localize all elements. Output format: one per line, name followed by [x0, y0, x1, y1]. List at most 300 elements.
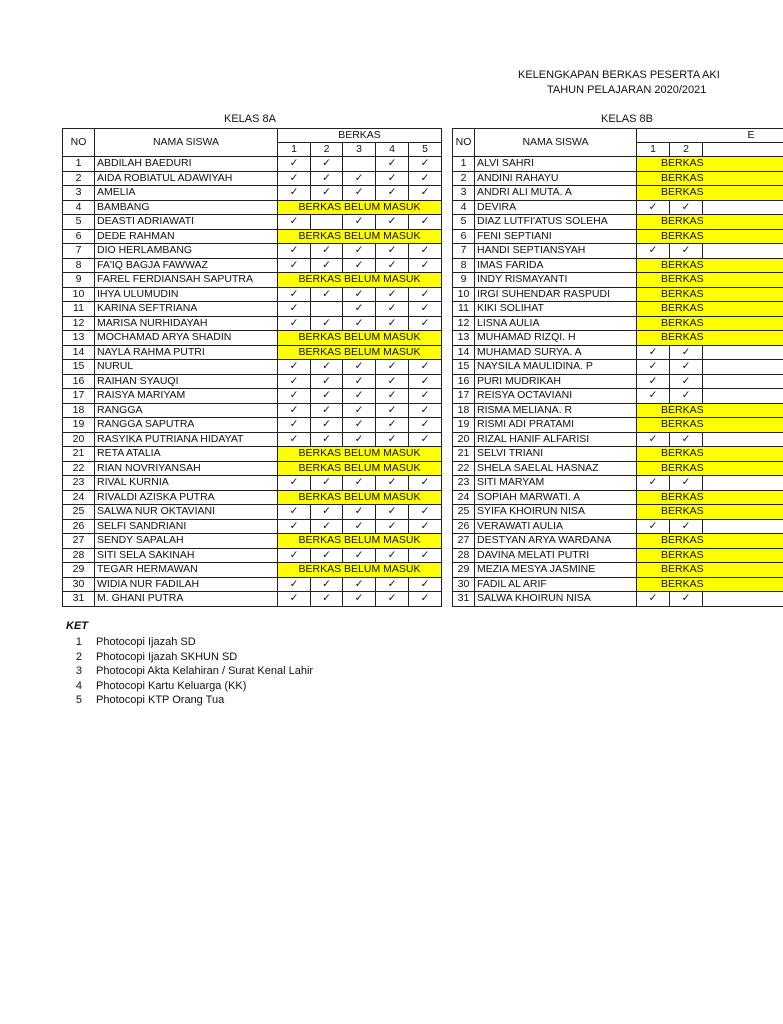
missing-badge: BERKAS: [637, 418, 783, 433]
row-number: 3: [453, 186, 475, 201]
check-icon: ✓: [278, 476, 311, 491]
table-row: [63, 171, 442, 186]
missing-badge: BERKAS: [637, 534, 783, 549]
col-no-header: NO: [63, 129, 95, 157]
check-icon: ✓: [278, 505, 311, 520]
row-number: 4: [453, 200, 475, 215]
check-icon: ✓: [376, 548, 409, 563]
table-row: [453, 316, 783, 331]
student-name: IMAS FARIDA: [475, 258, 637, 273]
check-icon: ✓: [409, 577, 442, 592]
missing-badge: BERKAS: [637, 461, 783, 476]
check-icon: ✓: [343, 186, 376, 201]
student-name: NURUL: [95, 360, 278, 375]
class-a-title: KELAS 8A: [224, 113, 276, 125]
legend-item: [66, 679, 313, 694]
student-name: SITI SELA SAKINAH: [95, 548, 278, 563]
student-name: INDY RISMAYANTI: [475, 273, 637, 288]
check-icon: ✓: [311, 258, 343, 273]
table-row: [63, 331, 442, 346]
row-number: 17: [63, 389, 95, 404]
check-icon: ✓: [409, 316, 442, 331]
row-number: 7: [453, 244, 475, 259]
check-icon: ✓: [311, 186, 343, 201]
student-name: SALWA NUR OKTAVIANI: [95, 505, 278, 520]
row-number: 12: [63, 316, 95, 331]
student-name: NAYSILA MAULIDINA. P: [475, 360, 637, 375]
missing-badge: BERKAS BELUM MASUK: [278, 563, 442, 578]
table-row: [453, 548, 783, 563]
table-row: [453, 345, 783, 360]
col-berkas-1: 1: [278, 143, 311, 157]
check-icon: ✓: [343, 374, 376, 389]
missing-badge: BERKAS: [637, 229, 783, 244]
check-icon: ✓: [278, 244, 311, 259]
check-icon: ✓: [343, 432, 376, 447]
check-icon: ✓: [637, 389, 670, 404]
row-number: 13: [453, 331, 475, 346]
student-name: REISYA OCTAVIANI: [475, 389, 637, 404]
table-row: [63, 374, 442, 389]
check-icon: ✓: [637, 519, 670, 534]
student-name: NAYLA RAHMA PUTRI: [95, 345, 278, 360]
check-icon: ✓: [409, 360, 442, 375]
missing-badge: BERKAS: [637, 287, 783, 302]
row-number: 22: [63, 461, 95, 476]
table-row: [63, 577, 442, 592]
missing-badge: BERKAS: [637, 331, 783, 346]
legend-item: [66, 664, 313, 679]
check-icon: ✓: [278, 577, 311, 592]
missing-badge: BERKAS: [637, 403, 783, 418]
check-icon: ✓: [409, 171, 442, 186]
row-number: 29: [63, 563, 95, 578]
row-number: 5: [453, 215, 475, 230]
row-number: 6: [63, 229, 95, 244]
student-name: TEGAR HERMAWAN: [95, 563, 278, 578]
document-subtitle: TAHUN PELAJARAN 2020/2021: [547, 84, 707, 96]
col-berkas-3: [703, 143, 783, 157]
check-icon: ✓: [409, 418, 442, 433]
check-icon: ✓: [376, 476, 409, 491]
row-number: 18: [453, 403, 475, 418]
row-number: 7: [63, 244, 95, 259]
student-name: VERAWATI AULIA: [475, 519, 637, 534]
table-row: [453, 171, 783, 186]
missing-badge: BERKAS: [637, 548, 783, 563]
check-icon: ✓: [311, 374, 343, 389]
student-name: ANDINI RAHAYU: [475, 171, 637, 186]
student-name: AIDA ROBIATUL ADAWIYAH: [95, 171, 278, 186]
legend-number: 4: [75, 679, 82, 692]
legend-item: [66, 635, 313, 650]
row-number: 24: [63, 490, 95, 505]
check-icon: ✓: [637, 200, 670, 215]
col-name-header: NAMA SISWA: [95, 129, 278, 157]
legend: [66, 620, 313, 708]
check-icon: ✓: [311, 157, 343, 172]
check-icon: ✓: [343, 592, 376, 607]
row-number: 27: [453, 534, 475, 549]
table-row: [453, 519, 783, 534]
col-berkas-1: 1: [637, 143, 670, 157]
class-b-table: [452, 128, 783, 607]
check-icon: ✓: [376, 432, 409, 447]
student-name: AMELIA: [95, 186, 278, 201]
table-row: [63, 389, 442, 404]
table-row: [63, 157, 442, 172]
check-icon: ✓: [670, 389, 703, 404]
legend-number: 3: [75, 665, 82, 677]
check-icon: ✓: [311, 287, 343, 302]
table-row: [453, 418, 783, 433]
table-row: [453, 374, 783, 389]
table-row: [63, 505, 442, 520]
check-icon: ✓: [311, 519, 343, 534]
missing-badge: BERKAS: [637, 157, 783, 172]
check-icon: ✓: [409, 403, 442, 418]
missing-badge: BERKAS BELUM MASUK: [278, 229, 442, 244]
table-row: [63, 563, 442, 578]
check-icon: ✓: [343, 316, 376, 331]
check-icon: ✓: [278, 171, 311, 186]
check-icon: ✓: [343, 389, 376, 404]
student-name: RANGGA SAPUTRA: [95, 418, 278, 433]
student-name: RETA ATALIA: [95, 447, 278, 462]
row-number: 16: [453, 374, 475, 389]
student-name: KARINA SEFTRIANA: [95, 302, 278, 317]
student-name: SELVI TRIANI: [475, 447, 637, 462]
check-icon: ✓: [409, 287, 442, 302]
table-row: [63, 592, 442, 607]
row-number: 19: [63, 418, 95, 433]
col-berkas-header: BERKAS: [278, 129, 442, 143]
check-icon: ✓: [409, 244, 442, 259]
student-name: FA'IQ BAGJA FAWWAZ: [95, 258, 278, 273]
check-icon: ✓: [278, 316, 311, 331]
table-row: [63, 302, 442, 317]
check-icon: ✓: [278, 157, 311, 172]
check-icon: ✓: [637, 476, 670, 491]
missing-badge: BERKAS: [637, 186, 783, 201]
student-name: M. GHANI PUTRA: [95, 592, 278, 607]
legend-item: [66, 650, 313, 665]
row-number: 9: [453, 273, 475, 288]
student-name: WIDIA NUR FADILAH: [95, 577, 278, 592]
student-name: RIVALDI AZISKA PUTRA: [95, 490, 278, 505]
check-icon: ✓: [311, 171, 343, 186]
legend-text: Photocopi Ijazah SKHUN SD: [96, 650, 238, 663]
empty-cell: [703, 389, 783, 404]
row-number: 9: [63, 273, 95, 288]
check-icon: ✓: [278, 519, 311, 534]
empty-cell: [703, 200, 783, 215]
row-number: 30: [453, 577, 475, 592]
check-icon: ✓: [376, 519, 409, 534]
check-icon: ✓: [409, 476, 442, 491]
table-row: [453, 229, 783, 244]
check-icon: ✓: [343, 505, 376, 520]
row-number: 5: [63, 215, 95, 230]
table-row: [453, 476, 783, 491]
check-icon: ✓: [311, 548, 343, 563]
student-name: HANDI SEPTIANSYAH: [475, 244, 637, 259]
row-number: 31: [63, 592, 95, 607]
student-name: SHELA SAELAL HASNAZ: [475, 461, 637, 476]
empty-cell: [703, 519, 783, 534]
check-icon: ✓: [409, 389, 442, 404]
row-number: 14: [63, 345, 95, 360]
col-no-header: NO: [453, 129, 475, 157]
missing-badge: BERKAS: [637, 505, 783, 520]
check-icon: ✓: [409, 157, 442, 172]
empty-cell: [703, 345, 783, 360]
missing-badge: BERKAS: [637, 316, 783, 331]
missing-badge: BERKAS: [637, 302, 783, 317]
col-berkas-2: 2: [670, 143, 703, 157]
row-number: 2: [453, 171, 475, 186]
empty-cell: [343, 157, 376, 172]
col-berkas-2: 2: [311, 143, 343, 157]
empty-cell: [703, 244, 783, 259]
table-row: [453, 200, 783, 215]
row-number: 21: [453, 447, 475, 462]
missing-badge: BERKAS: [637, 563, 783, 578]
row-number: 8: [453, 258, 475, 273]
table-row: [453, 331, 783, 346]
row-number: 27: [63, 534, 95, 549]
student-name: RAIHAN SYAUQI: [95, 374, 278, 389]
row-number: 26: [63, 519, 95, 534]
check-icon: ✓: [311, 418, 343, 433]
check-icon: ✓: [376, 316, 409, 331]
check-icon: ✓: [409, 505, 442, 520]
check-icon: ✓: [278, 592, 311, 607]
table-row: [453, 490, 783, 505]
student-name: RIZAL HANIF ALFARISI: [475, 432, 637, 447]
empty-cell: [703, 432, 783, 447]
missing-badge: BERKAS BELUM MASUK: [278, 273, 442, 288]
check-icon: ✓: [670, 360, 703, 375]
check-icon: ✓: [409, 592, 442, 607]
check-icon: ✓: [670, 592, 703, 607]
student-name: IHYA ULUMUDIN: [95, 287, 278, 302]
check-icon: ✓: [637, 374, 670, 389]
row-number: 13: [63, 331, 95, 346]
empty-cell: [311, 302, 343, 317]
check-icon: ✓: [311, 360, 343, 375]
row-number: 24: [453, 490, 475, 505]
table-row: [453, 577, 783, 592]
missing-badge: BERKAS: [637, 273, 783, 288]
check-icon: ✓: [278, 403, 311, 418]
check-icon: ✓: [376, 287, 409, 302]
row-number: 22: [453, 461, 475, 476]
row-number: 20: [453, 432, 475, 447]
table-row: [63, 519, 442, 534]
student-name: RASYIKA PUTRIANA HIDAYAT: [95, 432, 278, 447]
student-name: RAISYA MARIYAM: [95, 389, 278, 404]
check-icon: ✓: [376, 157, 409, 172]
student-name: LISNA AULIA: [475, 316, 637, 331]
row-number: 19: [453, 418, 475, 433]
table-row: [63, 403, 442, 418]
document-title: KELENGKAPAN BERKAS PESERTA AKI: [518, 69, 720, 81]
col-name-header: NAMA SISWA: [475, 129, 637, 157]
row-number: 16: [63, 374, 95, 389]
check-icon: ✓: [376, 577, 409, 592]
student-name: SITI MARYAM: [475, 476, 637, 491]
missing-badge: BERKAS: [637, 490, 783, 505]
check-icon: ✓: [409, 548, 442, 563]
check-icon: ✓: [343, 577, 376, 592]
legend-number: 5: [75, 694, 82, 706]
check-icon: ✓: [376, 418, 409, 433]
check-icon: ✓: [376, 186, 409, 201]
table-row: [63, 432, 442, 447]
check-icon: ✓: [637, 360, 670, 375]
check-icon: ✓: [311, 577, 343, 592]
row-number: 11: [63, 302, 95, 317]
class-b-table-clip: [452, 128, 755, 610]
check-icon: ✓: [670, 345, 703, 360]
check-icon: ✓: [278, 258, 311, 273]
row-number: 3: [63, 186, 95, 201]
table-row: [453, 215, 783, 230]
row-number: 12: [453, 316, 475, 331]
row-number: 4: [63, 200, 95, 215]
student-name: DEASTI ADRIAWATI: [95, 215, 278, 230]
check-icon: ✓: [376, 244, 409, 259]
row-number: 1: [453, 157, 475, 172]
student-name: PURI MUDRIKAH: [475, 374, 637, 389]
student-name: SENDY SAPALAH: [95, 534, 278, 549]
student-name: MARISA NURHIDAYAH: [95, 316, 278, 331]
table-row: [63, 215, 442, 230]
check-icon: ✓: [343, 519, 376, 534]
student-name: DAVINA MELATI PUTRI: [475, 548, 637, 563]
check-icon: ✓: [409, 186, 442, 201]
check-icon: ✓: [311, 476, 343, 491]
table-row: [453, 432, 783, 447]
student-name: RISMI ADI PRATAMI: [475, 418, 637, 433]
row-number: 25: [453, 505, 475, 520]
class-a-table: [62, 128, 442, 607]
student-name: SYIFA KHOIRUN NISA: [475, 505, 637, 520]
check-icon: ✓: [311, 316, 343, 331]
student-name: FAREL FERDIANSAH SAPUTRA: [95, 273, 278, 288]
legend-text: Photocopi KTP Orang Tua: [96, 694, 225, 706]
table-row: [63, 360, 442, 375]
student-name: MUHAMAD RIZQI. H: [475, 331, 637, 346]
student-name: SALWA KHOIRUN NISA: [475, 592, 637, 607]
check-icon: ✓: [637, 432, 670, 447]
row-number: 2: [63, 171, 95, 186]
table-row: [63, 534, 442, 549]
table-row: [63, 418, 442, 433]
student-name: FENI SEPTIANI: [475, 229, 637, 244]
table-row: [63, 200, 442, 215]
table-row: [453, 302, 783, 317]
table-row: [63, 244, 442, 259]
row-number: 1: [63, 157, 95, 172]
check-icon: ✓: [376, 171, 409, 186]
check-icon: ✓: [376, 505, 409, 520]
legend-text: Photocopi Akta Kelahiran / Surat Kenal Lahir: [96, 665, 314, 677]
empty-cell: [703, 360, 783, 375]
row-number: 6: [453, 229, 475, 244]
check-icon: ✓: [343, 403, 376, 418]
student-name: MEZIA MESYA JASMINE: [475, 563, 637, 578]
check-icon: ✓: [343, 548, 376, 563]
table-row: [63, 229, 442, 244]
legend-title: KET: [66, 620, 88, 632]
missing-badge: BERKAS BELUM MASUK: [278, 534, 442, 549]
check-icon: ✓: [278, 287, 311, 302]
missing-badge: BERKAS BELUM MASUK: [278, 200, 442, 215]
check-icon: ✓: [376, 215, 409, 230]
student-name: FADIL AL ARIF: [475, 577, 637, 592]
row-number: 18: [63, 403, 95, 418]
check-icon: ✓: [343, 476, 376, 491]
row-number: 8: [63, 258, 95, 273]
row-number: 26: [453, 519, 475, 534]
row-number: 15: [63, 360, 95, 375]
empty-cell: [703, 374, 783, 389]
row-number: 23: [453, 476, 475, 491]
table-row: [63, 345, 442, 360]
check-icon: ✓: [278, 374, 311, 389]
row-number: 14: [453, 345, 475, 360]
missing-badge: BERKAS: [637, 577, 783, 592]
col-berkas-header: E: [637, 129, 783, 143]
check-icon: ✓: [278, 548, 311, 563]
check-icon: ✓: [409, 519, 442, 534]
check-icon: ✓: [311, 403, 343, 418]
check-icon: ✓: [278, 186, 311, 201]
empty-cell: [703, 592, 783, 607]
missing-badge: BERKAS BELUM MASUK: [278, 490, 442, 505]
check-icon: ✓: [311, 592, 343, 607]
legend-text: Photocopi Ijazah SD: [96, 636, 196, 648]
student-name: KIKI SOLIHAT: [475, 302, 637, 317]
student-name: MOCHAMAD ARYA SHADIN: [95, 331, 278, 346]
table-row: [63, 287, 442, 302]
legend-text: Photocopi Kartu Keluarga (KK): [96, 679, 247, 692]
check-icon: ✓: [409, 374, 442, 389]
check-icon: ✓: [409, 302, 442, 317]
table-row: [63, 258, 442, 273]
empty-cell: [311, 215, 343, 230]
row-number: 31: [453, 592, 475, 607]
student-name: RIAN NOVRIYANSAH: [95, 461, 278, 476]
check-icon: ✓: [311, 389, 343, 404]
check-icon: ✓: [376, 374, 409, 389]
table-row: [453, 389, 783, 404]
col-berkas-3: 3: [343, 143, 376, 157]
row-number: 15: [453, 360, 475, 375]
check-icon: ✓: [343, 171, 376, 186]
row-number: 23: [63, 476, 95, 491]
check-icon: ✓: [376, 360, 409, 375]
check-icon: ✓: [670, 244, 703, 259]
missing-badge: BERKAS: [637, 447, 783, 462]
student-name: BAMBANG: [95, 200, 278, 215]
col-berkas-5: 5: [409, 143, 442, 157]
student-name: RIVAL KURNIA: [95, 476, 278, 491]
check-icon: ✓: [278, 418, 311, 433]
check-icon: ✓: [376, 302, 409, 317]
